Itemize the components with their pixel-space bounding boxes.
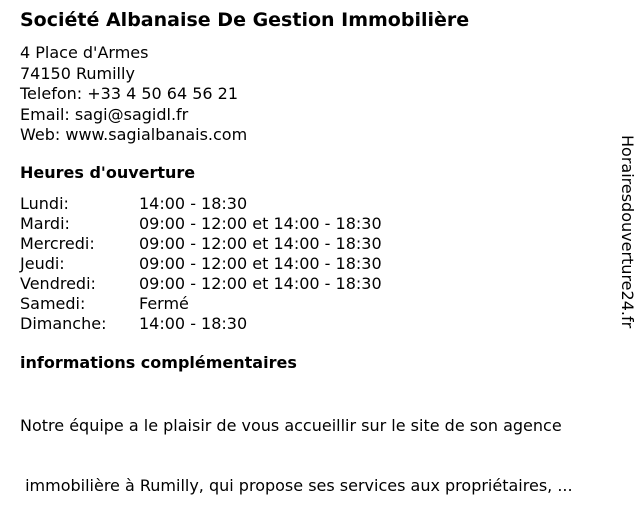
business-name: Société Albanaise De Gestion Immobilière [20, 9, 470, 31]
additional-info-text [20, 376, 573, 516]
opening-hours-table [20, 194, 382, 334]
day-label: Samedi: [20, 294, 86, 313]
contact-block [20, 43, 247, 146]
hours-row-jeudi [20, 254, 382, 274]
day-hours: 09:00 - 12:00 et 14:00 - 18:30 [139, 234, 382, 253]
additional-info-heading: informations complémentaires [20, 353, 297, 372]
hours-row-lundi [20, 194, 382, 214]
day-hours: 14:00 - 18:30 [139, 194, 248, 213]
day-hours: 09:00 - 12:00 et 14:00 - 18:30 [139, 214, 382, 233]
opening-hours-heading: Heures d'ouverture [20, 163, 196, 182]
city-postcode: 74150 Rumilly [20, 63, 135, 83]
info-line: immobilière à Rumilly, qui propose ses services aux propriétaires, ... [20, 476, 573, 495]
hours-row-samedi [20, 294, 382, 314]
day-label: Jeudi: [20, 254, 65, 273]
hours-row-vendredi [20, 274, 382, 294]
street-address: 4 Place d'Armes [20, 43, 149, 62]
hours-row-mercredi [20, 234, 382, 254]
day-hours: 09:00 - 12:00 et 14:00 - 18:30 [139, 274, 382, 293]
info-line: Notre équipe a le plaisir de vous accueillir sur le site de son agence [20, 416, 562, 435]
email-address: Email: sagi@sagidl.fr [20, 104, 189, 124]
day-label: Lundi: [20, 194, 69, 213]
day-label: Mercredi: [20, 234, 95, 253]
day-label: Dimanche: [20, 314, 107, 333]
day-label: Mardi: [20, 214, 70, 233]
site-watermark: Horairesdouverture24.fr [618, 135, 637, 329]
day-label: Vendredi: [20, 274, 96, 293]
website-address: Web: www.sagialbanais.com [20, 125, 248, 144]
day-hours: Fermé [139, 294, 189, 313]
day-hours: 09:00 - 12:00 et 14:00 - 18:30 [139, 254, 382, 273]
hours-row-mardi [20, 214, 382, 234]
phone-number: Telefon: +33 4 50 64 56 21 [20, 84, 239, 103]
day-hours: 14:00 - 18:30 [139, 314, 248, 333]
hours-row-dimanche [20, 314, 382, 334]
